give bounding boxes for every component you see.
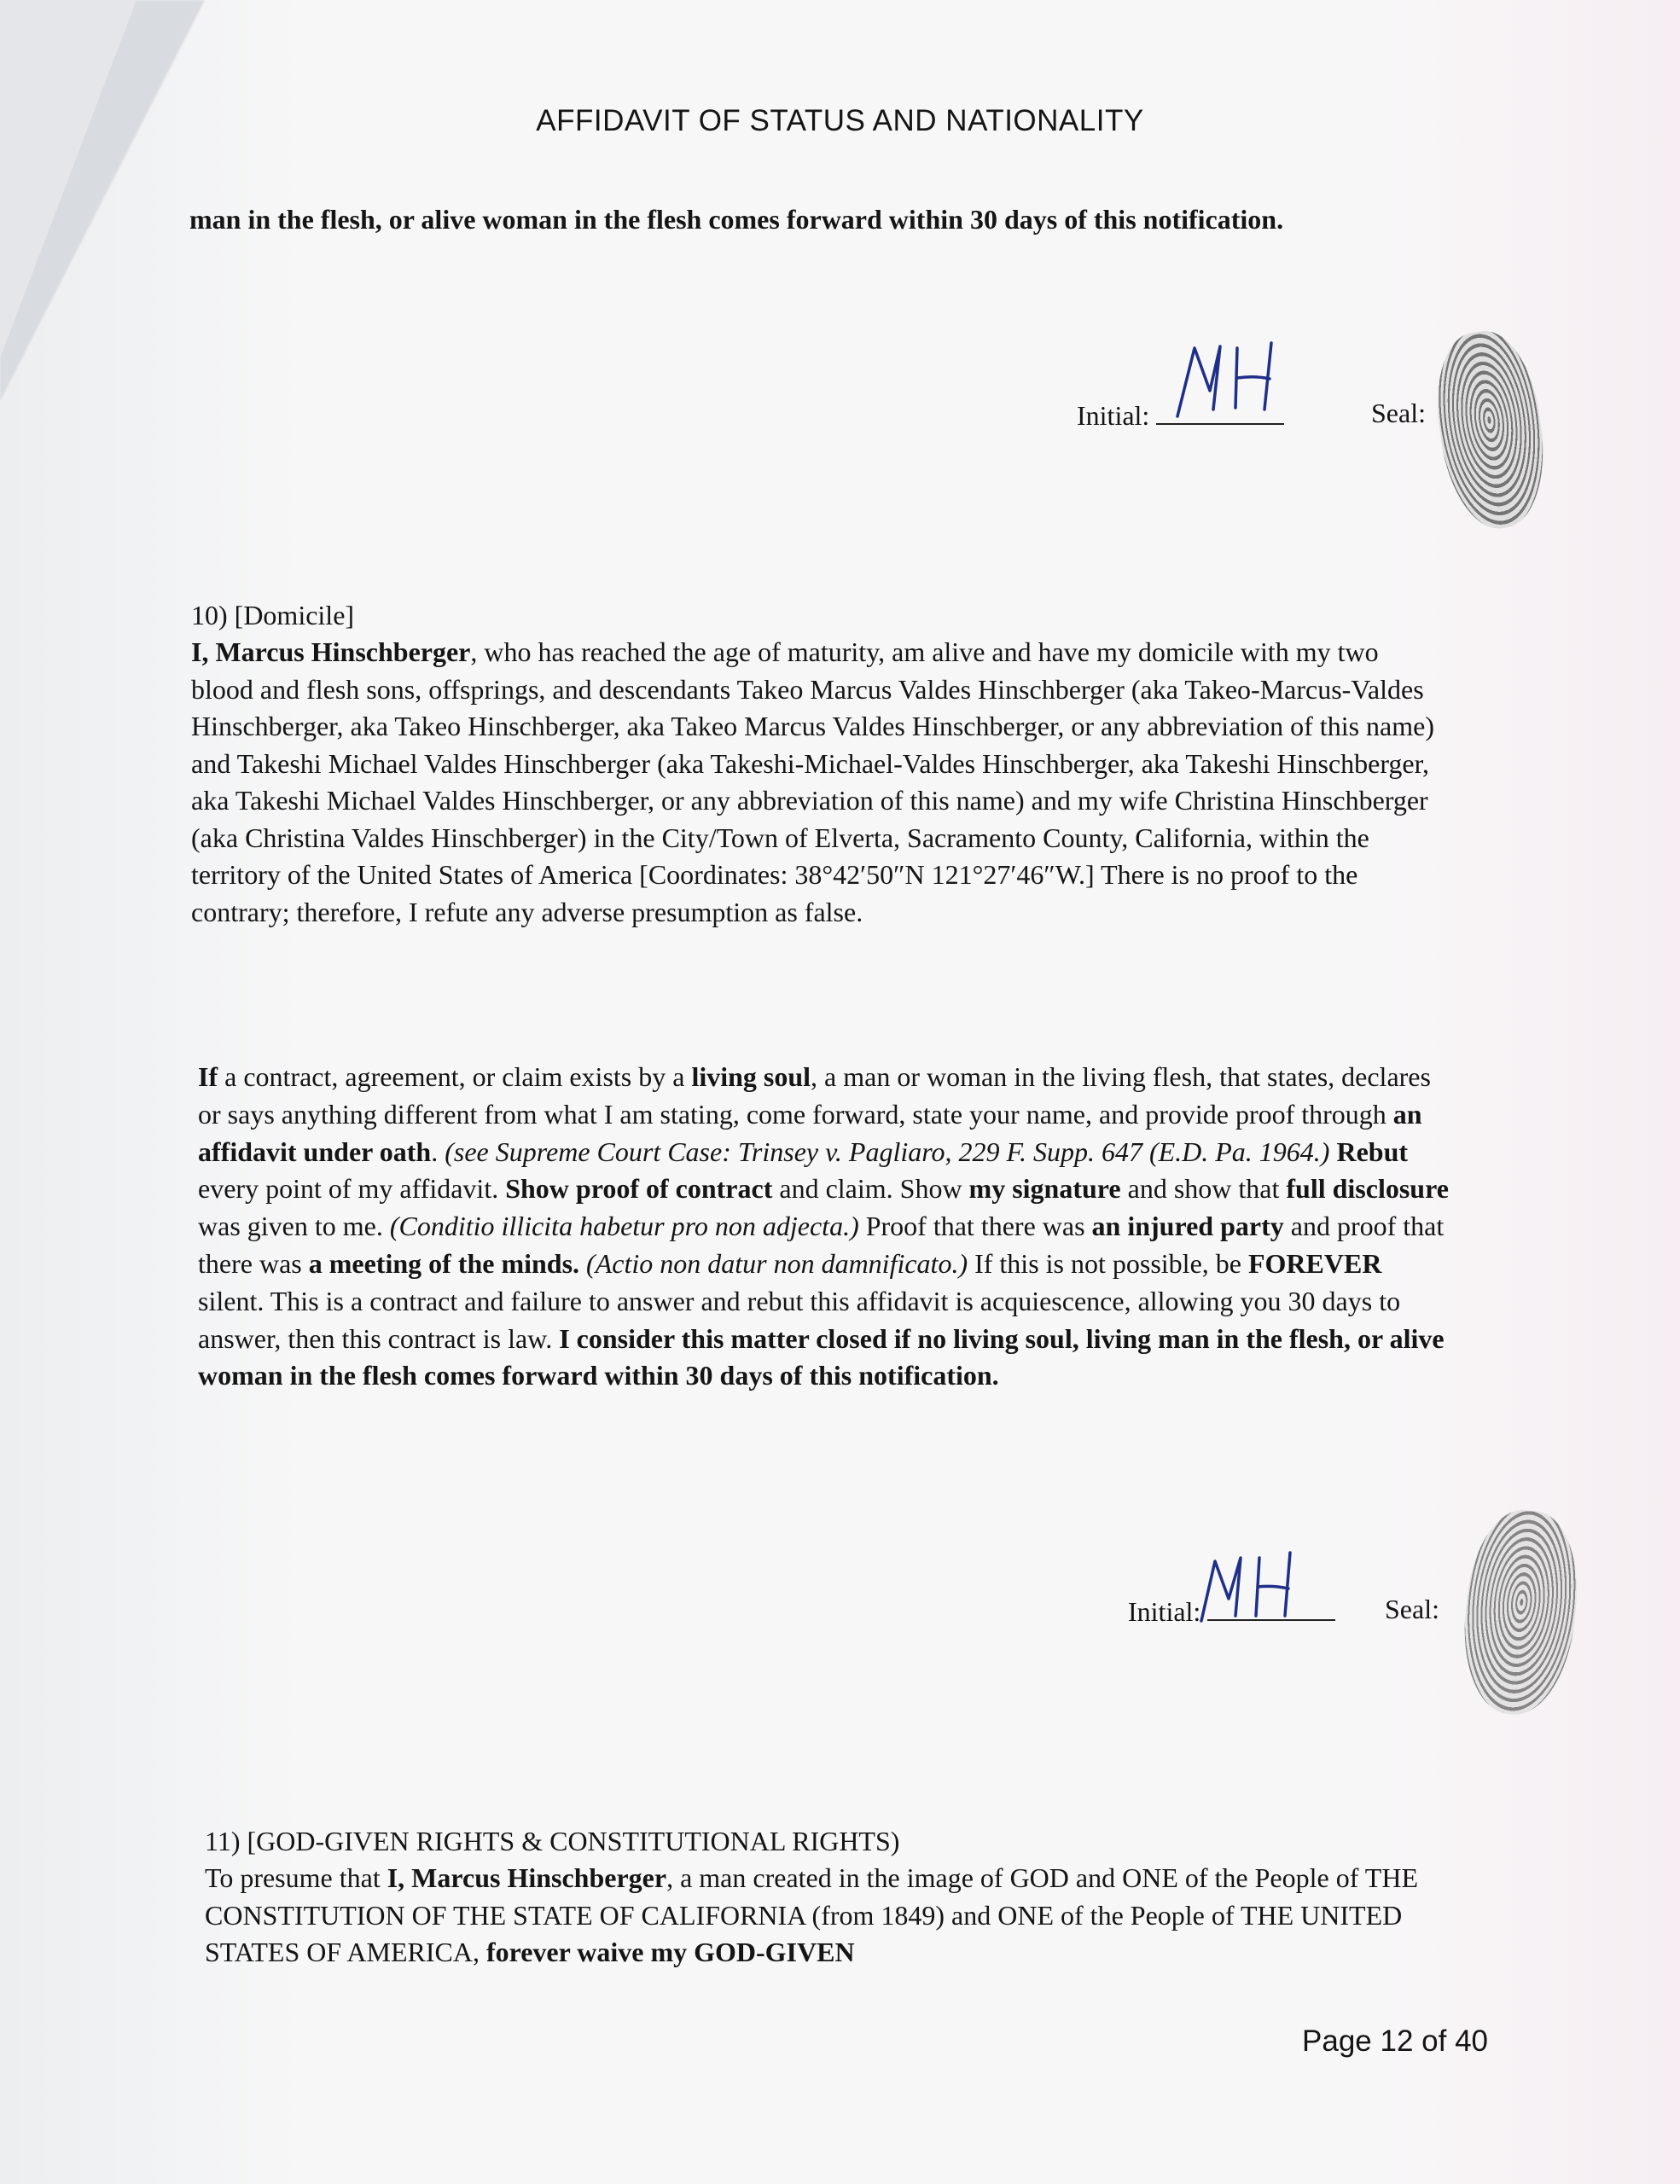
section-11-paragraph: To presume that I, Marcus Hinschberger, a man created in the image of GOD and ONE of the People of THE CONSTITUTION OF THE STATE OF CALIFORNIA (from 1849) and ONE of the People of THE UNITED STATES OF AMERICA, forever waive my GOD-GIVEN xyxy=(205,1862,1418,1967)
initials-signature-2 xyxy=(1195,1542,1305,1628)
page-number: Page 12 of 40 xyxy=(1302,2024,1488,2058)
initial-label: Initial: xyxy=(1128,1596,1201,1627)
document-title: AFFIDAVIT OF STATUS AND NATIONALITY xyxy=(536,104,1144,137)
section-10-heading: 10) [Domicile] xyxy=(191,600,355,630)
section-10-paragraph: I, Marcus Hinschberger, who has reached the age of maturity, am alive and have my domicile with my two blood and flesh sons, offsprings, and descendants Takeo Marcus Valdes Hinschberger (aka Takeo-Marcus-Valdes Hinschberger, aka Takeo Hinschberger, aka Takeo Marcus Valdes Hinschberger, or any abbreviation of this name) and Takeshi Michael Valdes Hinschberger (aka Takeshi-Michael-Valdes Hinschberger, aka Takeshi Hinschberger, aka Takeshi Michael Valdes Hinschberger, or any abbreviation of this name) and my wife Christina Hinschberger (aka Christina Valdes Hinschberger) in the City/Town of Elverta, Sacramento County, California, within the territory of the United States of America [Coordinates: 38°42′50″N 121°27′46″W.] There is no proof to the contrary; therefore, I refute any adverse presumption as false. xyxy=(191,636,1434,927)
page-fold-corner xyxy=(0,0,137,358)
intro-paragraph xyxy=(189,201,1401,239)
seal-label-2: Seal: xyxy=(1385,1594,1439,1624)
initials-signature-1 xyxy=(1169,331,1288,425)
initial-label: Initial: xyxy=(1077,400,1150,431)
intro-bold-text: man in the flesh, or alive woman in the flesh comes forward within 30 days of this notification. xyxy=(189,204,1284,235)
contract-paragraph: If a contract, agreement, or claim exists by a living soul, a man or woman in the living flesh, that states, declares or says anything different from what I am stating, come forward, state your name, and provide proof through an affidavit under oath. (see Supreme Court Case: Trinsey v. Pagliaro, 229 F. Supp. 647 (E.D. Pa. 1964.) Rebut every point of my affidavit. Show proof of contract and claim. Show my signature and show that full disclosure was given to me. (Conditio illicita habetur pro non adjecta.) Proof that there was an injured party and proof that there was a meeting of the minds. (Actio non datur non damnificato.) If this is not possible, be FOREVER silent. This is a contract and failure to answer and rebut this affidavit is acquiescence, allowing you 30 days to answer, then this contract is law. I consider this matter closed if no living soul, living man in the flesh, or alive woman in the flesh comes forward within 30 days of this notification. xyxy=(198,1061,1449,1391)
seal-label-1: Seal: xyxy=(1371,398,1426,428)
section-11-heading: 11) [GOD-GIVEN RIGHTS & CONSTITUTIONAL RIGHTS) xyxy=(205,1826,900,1856)
fingerprint-seal-2 xyxy=(1456,1505,1585,1720)
fingerprint-seal-1 xyxy=(1427,325,1554,535)
